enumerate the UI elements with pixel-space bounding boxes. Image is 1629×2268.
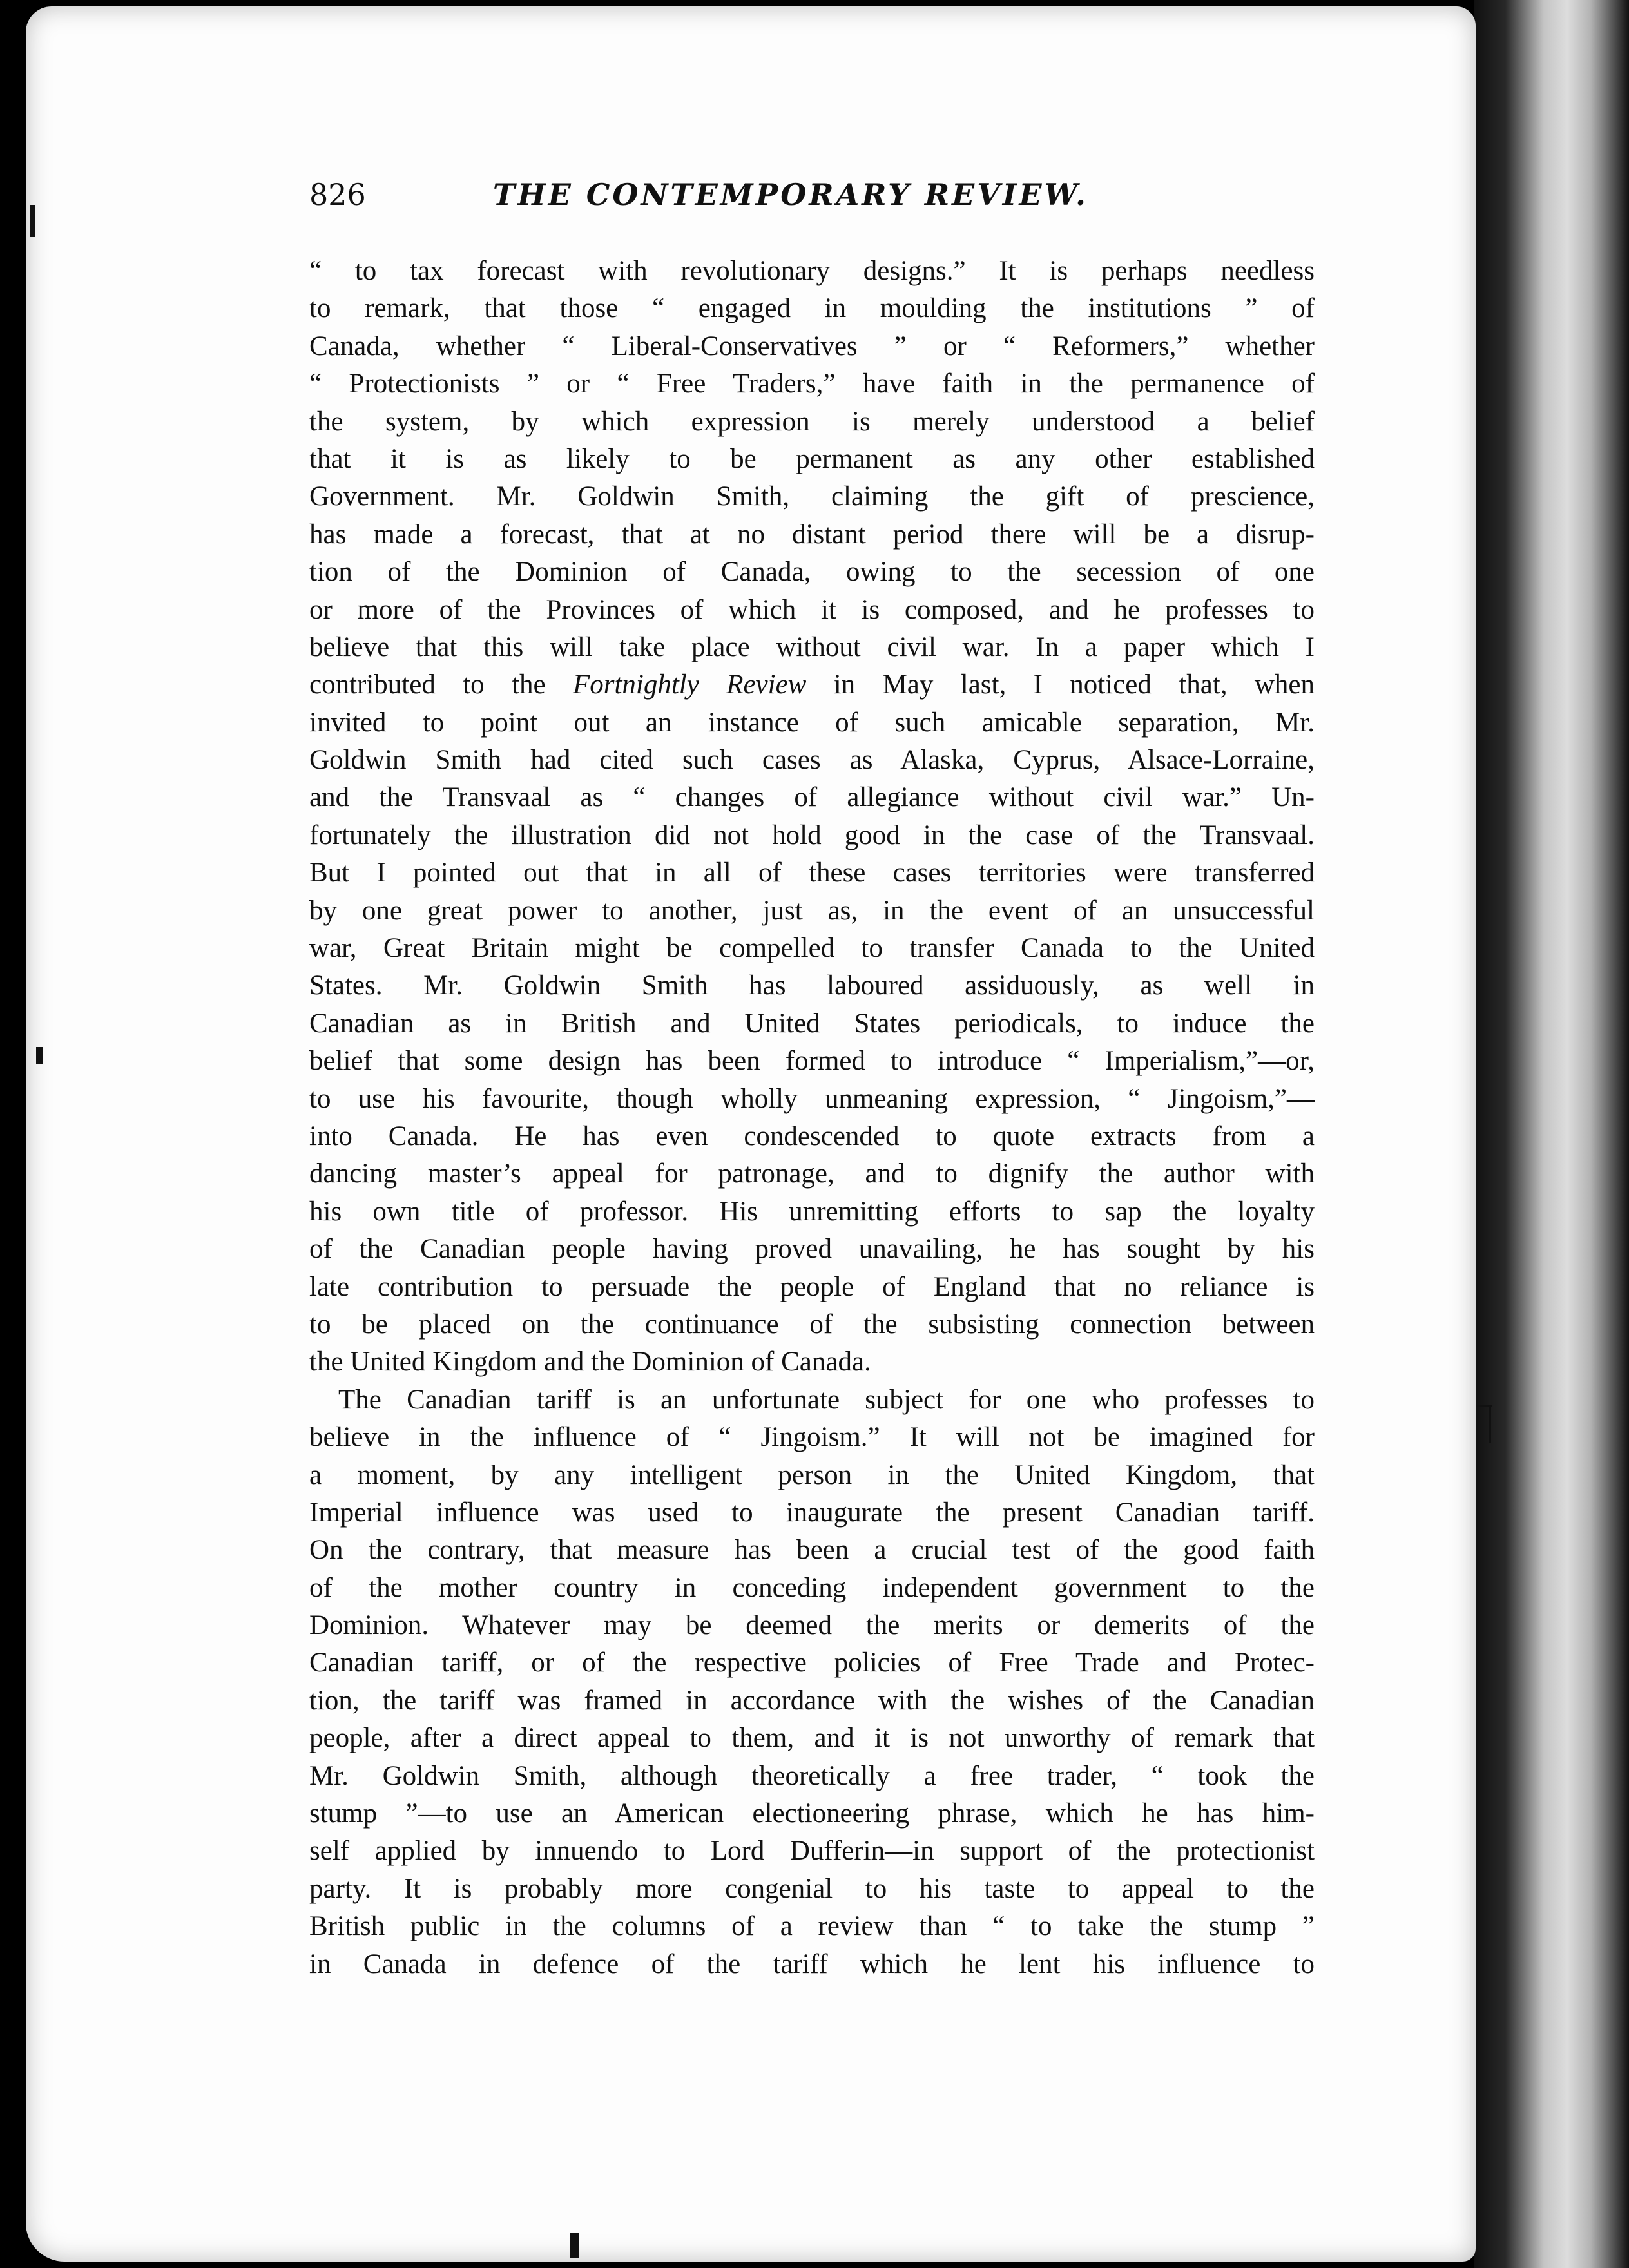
page-number: 826 xyxy=(309,177,366,212)
text-line: fortunately the illustration did not hold good in the case of the Transvaal. xyxy=(309,820,1315,850)
text-line: tion of the Dominion of Canada, owing to the secession of one xyxy=(309,557,1315,588)
text-line: and the Transvaal as “ changes of allegiance without civil war.” Un- xyxy=(309,782,1315,813)
text-line: into Canada. He has even condescended to quote extracts from a xyxy=(309,1120,1315,1151)
text-line: a moment, by any intelligent person in the United Kingdom, that xyxy=(309,1459,1315,1490)
paragraph-2 xyxy=(309,1381,1315,1983)
text-line: in Canada in defence of the tariff which he lent his influence to xyxy=(309,1948,1315,1979)
text-line: war, Great Britain might be compelled to transfer Canada to the United xyxy=(309,933,1315,964)
text-line: The Canadian tariff is an unfortunate subject for one who professes to xyxy=(338,1384,1315,1415)
margin-mark xyxy=(570,2233,579,2258)
text-line: to use his favourite, though wholly unmeaning expression, “ Jingoism,”— xyxy=(309,1083,1315,1114)
text-line: invited to point out an instance of such amicable separation, Mr. xyxy=(309,707,1315,738)
text-line: to remark, that those “ engaged in moulding the institutions ” of xyxy=(309,293,1315,324)
text-line: Canadian tariff, or of the respective policies of Free Trade and Protec- xyxy=(309,1648,1315,1678)
text-line: belief that some design has been formed to introduce “ Imperialism,”—or, xyxy=(309,1046,1315,1077)
text-line: But I pointed out that in all of these cases territories were transferred xyxy=(309,858,1315,889)
text-line: or more of the Provinces of which it is composed, and he professes to xyxy=(309,594,1315,625)
text-line: “ Protectionists ” or “ Free Traders,” have faith in the permanence of xyxy=(309,369,1315,399)
text-line: believe in the influence of “ Jingoism.” It will not be imagined for xyxy=(309,1422,1315,1453)
text-line: States. Mr. Goldwin Smith has laboured assiduously, as well in xyxy=(309,970,1315,1001)
text-line: British public in the columns of a review than “ to take the stump ” xyxy=(309,1911,1315,1942)
text-line: Canadian as in British and United States periodicals, to induce the xyxy=(309,1008,1315,1039)
text-line: by one great power to another, just as, in the event of an unsuccessful xyxy=(309,895,1315,926)
text-line: self applied by innuendo to Lord Dufferin—in support of the protectionist xyxy=(309,1836,1315,1867)
margin-mark xyxy=(1489,1405,1491,1443)
text-line: his own title of professor. His unremitting efforts to sap the loyalty xyxy=(309,1196,1315,1227)
text-line: people, after a direct appeal to them, and it is not unworthy of remark that xyxy=(309,1723,1315,1754)
running-title: THE CONTEMPORARY REVIEW. xyxy=(493,177,1089,212)
text-line: “ to tax forecast with revolutionary designs.” It is perhaps needless xyxy=(309,256,1315,286)
journal-title: Fortnightly Review xyxy=(572,669,807,700)
text-line: stump ”—to use an American electioneering phrase, which he has him- xyxy=(309,1798,1315,1829)
text-line: believe that this will take place without civil war. In a paper which I xyxy=(309,631,1315,662)
text-line: On the contrary, that measure has been a crucial test of the good faith xyxy=(309,1535,1315,1566)
text-line: Dominion. Whatever may be deemed the merits or demerits of the xyxy=(309,1610,1315,1641)
article-body xyxy=(309,253,1315,1983)
running-header xyxy=(309,177,1315,229)
text-line: Goldwin Smith had cited such cases as Alaska, Cyprus, Alsace-Lorraine, xyxy=(309,745,1315,776)
text-line: of the Canadian people having proved unavailing, he has sought by his xyxy=(309,1234,1315,1265)
text-line: the United Kingdom and the Dominion of Canada. xyxy=(309,1347,871,1378)
text-line: Canada, whether “ Liberal-Conservatives ” or “ Reformers,” whether xyxy=(309,331,1315,361)
text-line: late contribution to persuade the people of England that no reliance is xyxy=(309,1271,1315,1302)
text-line: dancing master’s appeal for patronage, and to dignify the author with xyxy=(309,1158,1315,1189)
scanner-edge-strip xyxy=(1474,0,1629,2268)
text-line: Imperial influence was used to inaugurate the present Canadian tariff. xyxy=(309,1497,1315,1528)
text-line: has made a forecast, that at no distant period there will be a disrup- xyxy=(309,519,1315,550)
text-line: tion, the tariff was framed in accordance with the wishes of the Canadian xyxy=(309,1685,1315,1716)
text-line: Mr. Goldwin Smith, although theoretically a free trader, “ took the xyxy=(309,1760,1315,1791)
text-line: contributed to the Fortnightly Review in May last, I noticed that, when xyxy=(309,669,1315,700)
paragraph-1 xyxy=(309,253,1315,1381)
text-line: of the mother country in conceding independent government to the xyxy=(309,1572,1315,1603)
text-line: the system, by which expression is merely understood a belief xyxy=(309,406,1315,437)
text-line: Government. Mr. Goldwin Smith, claiming the gift of prescience, xyxy=(309,481,1315,512)
text-line: party. It is probably more congenial to his taste to appeal to the xyxy=(309,1873,1315,1904)
text-line: to be placed on the continuance of the subsisting connection between xyxy=(309,1309,1315,1340)
text-line: that it is as likely to be permanent as any other established xyxy=(309,443,1315,474)
margin-mark xyxy=(36,1047,43,1064)
margin-mark xyxy=(30,205,35,237)
